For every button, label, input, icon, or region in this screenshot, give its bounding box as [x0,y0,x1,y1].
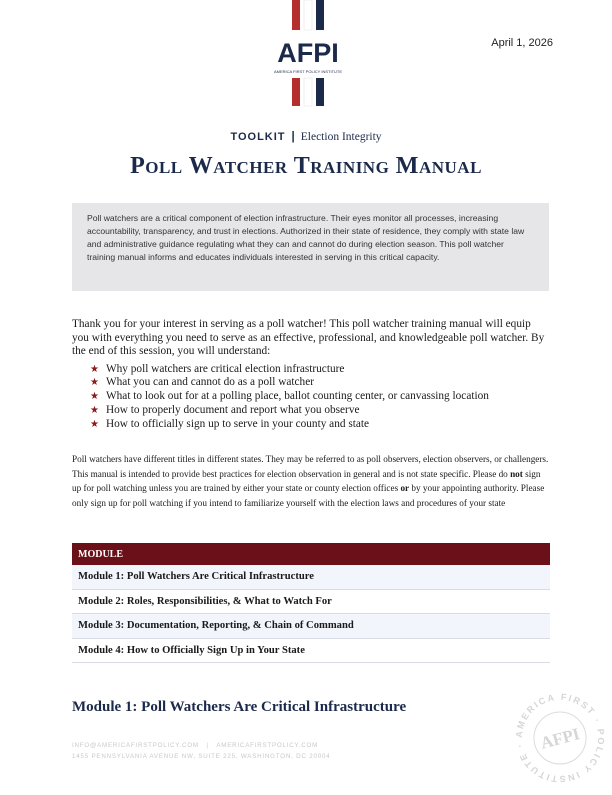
star-bullet-icon: ★ [90,418,99,430]
footer-address: 1455 PENNSYLVANIA AVENUE NW, SUITE 225, WASHINGTON, DC 20004 [72,753,331,760]
seal-ring-text: AMERICA FIRST · POLICY INSTITUTE · [513,691,607,785]
module-cell: Module 2: Roles, Responsibilities, & What to Watch For [72,589,550,614]
list-item: ★ Why poll watchers are critical election infrastructure [90,362,345,375]
module-cell: Module 3: Documentation, Reporting, & Chain of Command [72,614,550,639]
list-item: ★ How to properly document and report what you observe [90,403,360,416]
footer-email: INFO@AMERICAFIRSTPOLICY.COM [72,742,199,749]
logo-wordmark: AFPI [277,38,339,68]
table-row [72,638,550,663]
star-bullet-icon: ★ [90,391,99,403]
seal-center-text: AFPI [538,724,582,753]
seal-graphic [508,686,612,790]
titles-disclaimer-paragraph: Poll watchers have different titles in different states. They may be referred to as poll observers, election observers, or challengers. This manual is intended to provide best practices for election observation in general and is not state specific. Please do not sign up for poll watching unless you are trained by either your state or county election offices or by your appointing authority. Please only sign up for poll watching if you intend to familiarize yourself with the election laws and procedures of your state [72,454,549,508]
kicker-topic: Election Integrity [300,131,382,143]
table-row [72,589,550,614]
table-row [72,565,550,589]
learning-objectives-list [90,363,550,432]
afpi-logo-graphic [264,0,352,108]
list-item: ★ How to officially sign up to serve in your county and state [90,417,370,430]
list-item: ★ What to look out for at a polling place, ballot counting center, or canvassing location [90,390,489,403]
logo-subtext: AMERICA FIRST POLICY INSTITUTE [273,69,343,74]
afpi-logo [264,0,352,108]
star-bullet-icon: ★ [90,404,99,416]
kicker-separator: | [291,131,295,143]
list-item: ★ What you can and cannot do as a poll watcher [90,376,314,389]
star-bullet-icon: ★ [90,363,99,375]
document-date: April 1, 2026 [491,37,553,49]
module-cell: Module 4: How to Officially Sign Up in Your State [72,638,550,663]
page-title: Poll Watcher Training Manual [130,153,482,179]
lead-section [72,318,550,431]
module-cell: Module 1: Poll Watchers Are Critical Infrastructure [72,565,550,589]
section-heading: Module 1: Poll Watchers Are Critical Infrastructure [72,699,407,715]
page-footer: INFO@AMERICAFIRSTPOLICY.COM | AMERICAFIRSTPOLICY.COM 1455 PENNSYLVANIA AVENUE NW, SUITE 225, WASHINGTON, DC 20004 [72,742,331,760]
module-table [72,543,550,663]
star-bullet-icon: ★ [90,377,99,389]
document-kicker [0,131,612,143]
afpi-watermark-seal [508,686,612,790]
module-table-header: MODULE [72,543,550,565]
kicker-label: TOOLKIT [230,131,286,143]
footer-website: AMERICAFIRSTPOLICY.COM [216,742,319,749]
intro-summary-box: Poll watchers are a critical component of election infrastructure. Their eyes monitor all processes, increasing accountability, transparency, and trust in elections. Authorized in their state of residence, they comply with state law and administrative guidance regulating what they can and cannot do during election season. This poll watcher training manual informs and educates individuals interested in serving in this critical capacity. [72,203,549,291]
table-row [72,614,550,639]
lead-paragraph: Thank you for your interest in serving as a poll watcher! This poll watcher training manual will equip you with everything you need to serve as an effective, professional, and knowledgeable poll watcher. By the end of this session, you will understand: [72,318,545,358]
